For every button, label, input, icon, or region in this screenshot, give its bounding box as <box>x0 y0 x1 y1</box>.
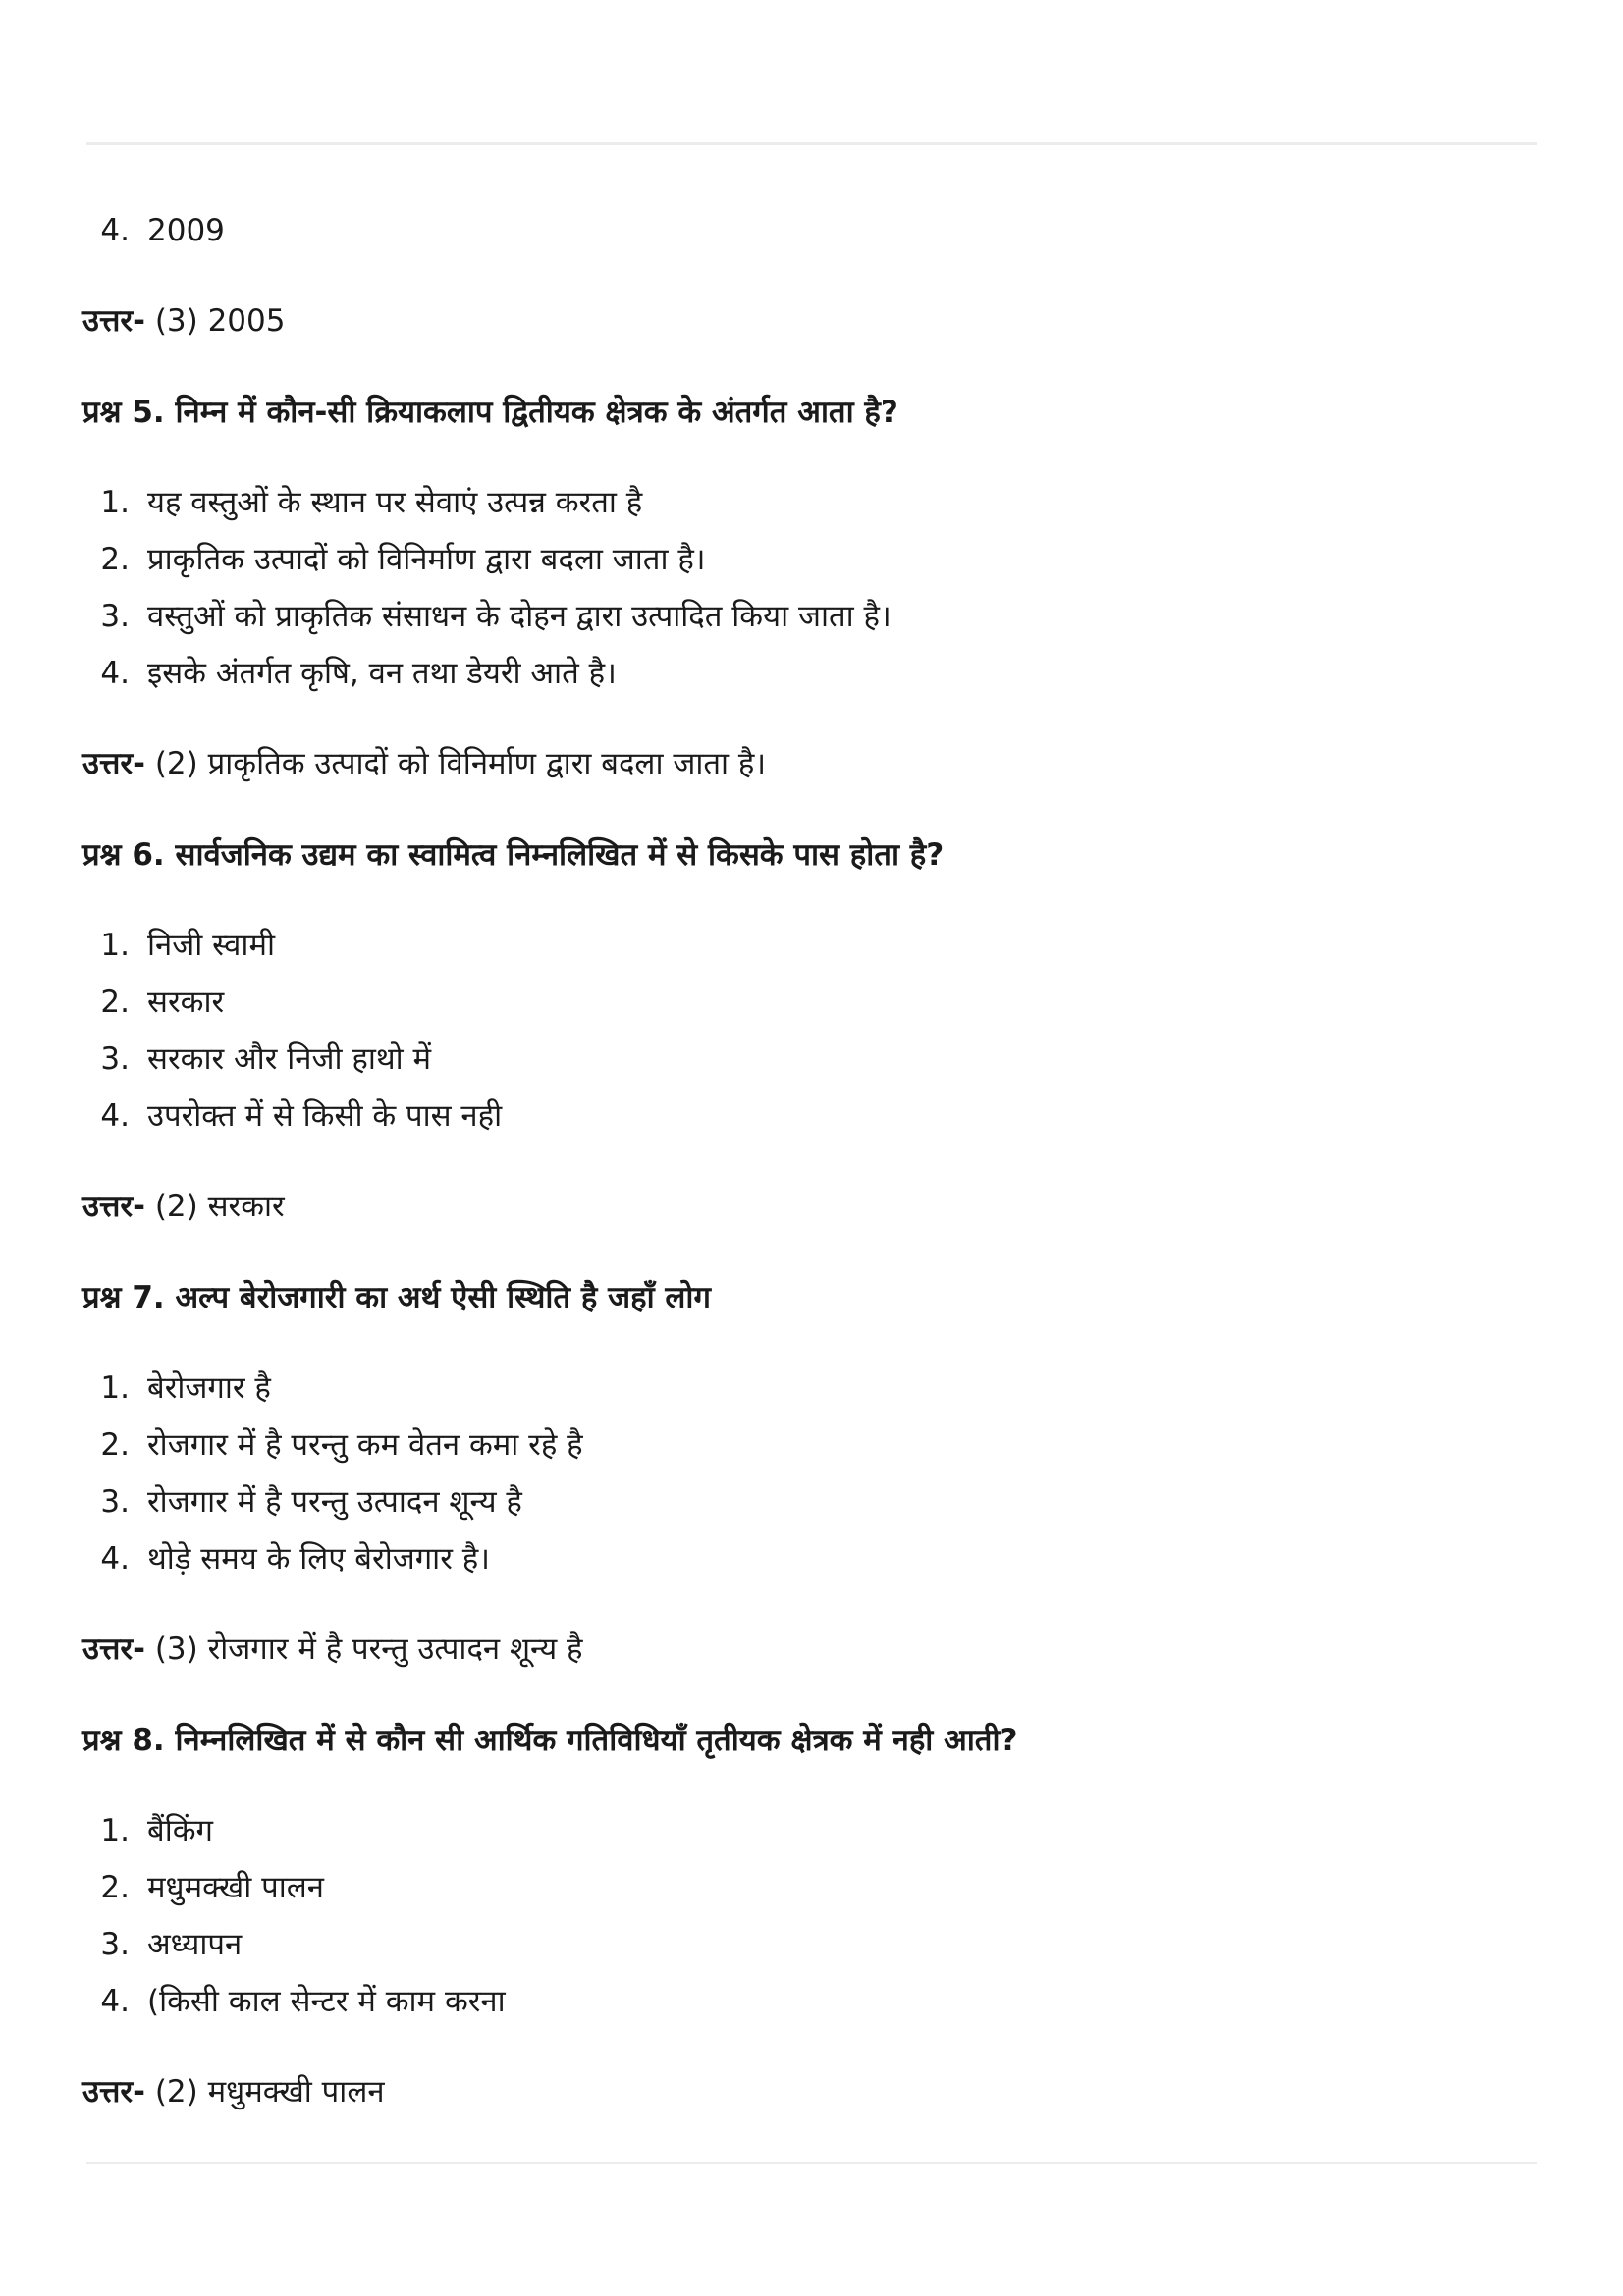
options-list <box>82 917 1536 1145</box>
option-number: 1. <box>100 485 130 520</box>
option-item <box>82 1360 1536 1416</box>
answer-line <box>82 735 1536 792</box>
answer-text: (2) प्राकृतिक उत्पादों को विनिर्माण द्वारा बदला जाता है। <box>144 746 767 781</box>
option-text: बेरोजगार है <box>147 1370 271 1406</box>
option-number: 4. <box>100 656 130 691</box>
option-item <box>82 1916 1536 1973</box>
question-title: प्रश्न 5. निम्न में कौन-सी क्रियाकलाप द्वितीयक क्षेत्रक के अंतर्गत आता है? <box>82 395 898 430</box>
answer-label: उत्तर- <box>82 1189 145 1224</box>
option-text: यह वस्तुओं के स्थान पर सेवाएं उत्पन्न करता है <box>147 485 643 520</box>
option-text: बैंकिंग <box>147 1813 213 1848</box>
question-title: प्रश्न 6. सार्वजनिक उद्यम का स्वामित्व निम्नलिखित में से किसके पास होता है? <box>82 837 945 873</box>
top-divider <box>86 142 1537 145</box>
options-list <box>82 1802 1536 2030</box>
option-number: 3. <box>100 1484 130 1520</box>
option-text: सरकार <box>147 985 225 1020</box>
option-item <box>82 1473 1536 1530</box>
option-number: 2. <box>100 542 130 577</box>
option-item <box>82 1530 1536 1587</box>
answer-text: (3) रोजगार में है परन्तु उत्पादन शून्य है <box>144 1631 583 1667</box>
option-item <box>82 474 1536 531</box>
option-item <box>82 917 1536 974</box>
document-body <box>82 202 1536 2120</box>
option-number: 2. <box>100 985 130 1020</box>
prev-question-options <box>82 202 1536 259</box>
option-number: 2. <box>100 1427 130 1463</box>
option-text: वस्तुओं को प्राकृतिक संसाधन के दोहन द्वारा उत्पादित किया जाता है। <box>147 599 892 634</box>
question-title: प्रश्न 8. निम्नलिखित में से कौन सी आर्थिक गतिविधियाँ तृतीयक क्षेत्रक में नही आती? <box>82 1723 1018 1758</box>
option-item <box>82 588 1536 645</box>
option-number: 3. <box>100 599 130 634</box>
answer-text: (2) सरकार <box>144 1189 285 1224</box>
option-number: 4. <box>100 213 130 248</box>
question-title: प्रश्न 7. अल्प बेरोजगारी का अर्थ ऐसी स्थिति है जहाँ लोग <box>82 1280 711 1315</box>
option-text: उपरोक्त में से किसी के पास नही <box>147 1098 503 1134</box>
option-item <box>82 202 1536 259</box>
option-number: 1. <box>100 928 130 963</box>
option-number: 4. <box>100 1984 130 2019</box>
option-text: अध्यापन <box>147 1927 243 1962</box>
options-list <box>82 1360 1536 1587</box>
option-text: (किसी काल सेन्टर में काम करना <box>147 1984 506 2019</box>
answer-line <box>82 293 1536 349</box>
bottom-divider <box>86 2162 1537 2164</box>
option-number: 4. <box>100 1541 130 1576</box>
answer-line <box>82 1178 1536 1235</box>
option-number: 3. <box>100 1927 130 1962</box>
option-text: रोजगार में है परन्तु कम वेतन कमा रहे है <box>147 1427 583 1463</box>
option-text: रोजगार में है परन्तु उत्पादन शून्य है <box>147 1484 522 1520</box>
answer-label: उत्तर- <box>82 746 145 781</box>
option-item <box>82 531 1536 588</box>
option-item <box>82 645 1536 702</box>
answer-text: (3) 2005 <box>144 303 286 339</box>
answer-label: उत्तर- <box>82 1631 145 1667</box>
option-item <box>82 1859 1536 1916</box>
option-text: निजी स्वामी <box>147 928 276 963</box>
option-item <box>82 1088 1536 1145</box>
option-text: इसके अंतर्गत कृषि, वन तथा डेयरी आते है। <box>147 656 617 691</box>
option-number: 1. <box>100 1370 130 1406</box>
option-text: मधुमक्खी पालन <box>147 1870 324 1905</box>
option-item <box>82 1973 1536 2030</box>
option-item <box>82 1416 1536 1473</box>
options-list <box>82 474 1536 702</box>
answer-label: उत्तर- <box>82 303 145 339</box>
answer-text: (2) मधुमक्खी पालन <box>144 2074 385 2109</box>
answer-label: उत्तर- <box>82 2074 145 2109</box>
option-number: 3. <box>100 1041 130 1077</box>
option-text: 2009 <box>147 213 225 248</box>
option-number: 1. <box>100 1813 130 1848</box>
answer-line <box>82 2063 1536 2120</box>
option-item <box>82 1802 1536 1859</box>
answer-line <box>82 1621 1536 1678</box>
option-text: सरकार और निजी हाथो में <box>147 1041 432 1077</box>
option-item <box>82 1031 1536 1088</box>
option-number: 4. <box>100 1098 130 1134</box>
option-number: 2. <box>100 1870 130 1905</box>
option-text: थोड़े समय के लिए बेरोजगार है। <box>147 1541 490 1576</box>
option-item <box>82 974 1536 1031</box>
option-text: प्राकृतिक उत्पादों को विनिर्माण द्वारा बदला जाता है। <box>147 542 706 577</box>
